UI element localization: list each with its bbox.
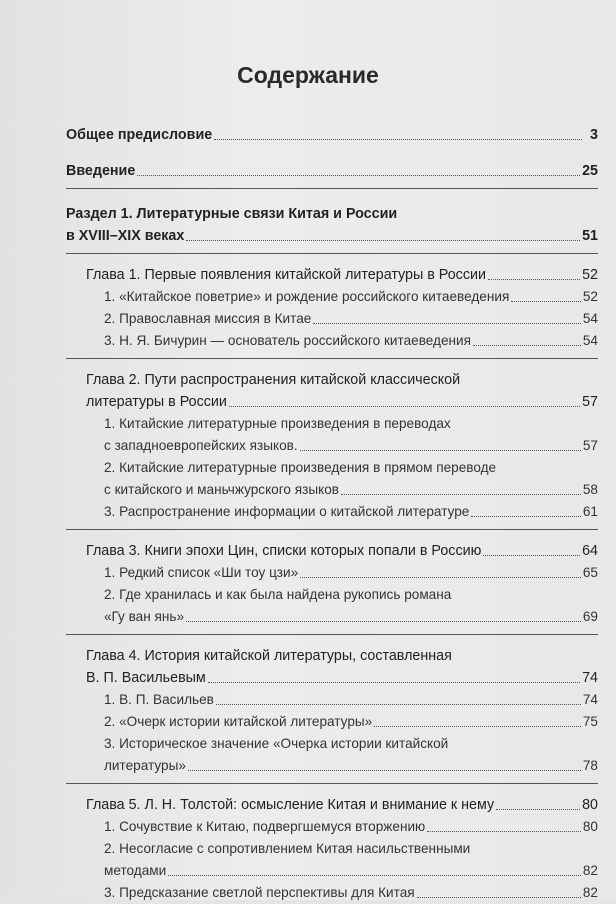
leader-dots xyxy=(300,450,581,451)
toc-entry-label: Введение xyxy=(66,163,136,179)
toc-entry xyxy=(66,124,598,146)
toc-entry xyxy=(66,369,598,413)
toc-entry xyxy=(66,882,598,904)
leader-dots xyxy=(188,770,581,771)
toc-page-number: 54 xyxy=(582,333,598,348)
toc-page-number: 69 xyxy=(582,609,598,624)
leader-dots xyxy=(496,809,580,810)
toc-page-number: 65 xyxy=(582,565,598,580)
leader-dots xyxy=(137,175,580,176)
leader-dots xyxy=(374,726,581,727)
toc-entry-label: Глава 3. Книги эпохи Цин, списки которых попали в Россию xyxy=(86,543,482,559)
toc-entry-label: 2. Китайские литературные произведения в прямом переводе xyxy=(104,460,497,475)
toc-entry xyxy=(66,816,598,838)
toc-entry-label: Глава 1. Первые появления китайской литературы в России xyxy=(86,267,486,283)
leader-dots xyxy=(229,406,580,407)
toc-entry-label: 1. Сочувствие к Китаю, подвергшемуся вторжению xyxy=(104,819,426,834)
toc-page-number: 61 xyxy=(582,504,598,519)
toc-page-number: 75 xyxy=(582,714,598,729)
page-title: Содержание xyxy=(237,62,379,88)
toc-page-number: 78 xyxy=(582,758,598,773)
toc-page-number: 54 xyxy=(582,311,598,326)
toc-entry xyxy=(66,562,598,584)
toc-entry xyxy=(66,733,598,777)
toc-entry-label: литературы» xyxy=(104,758,186,773)
leader-dots xyxy=(216,704,581,705)
toc-page-number: 74 xyxy=(582,670,598,686)
toc-page-number: 25 xyxy=(582,163,598,179)
toc-entry-label: 3. Распространение информации о китайской литературе xyxy=(104,504,470,519)
toc-page-number: 57 xyxy=(582,394,598,410)
leader-dots xyxy=(483,555,580,556)
leader-dots xyxy=(473,345,581,346)
toc-entry-label: Общее предисловие xyxy=(66,127,213,143)
toc-entry-label: Раздел 1. Литературные связи Китая и России xyxy=(66,206,398,222)
leader-dots xyxy=(300,577,581,578)
toc-entry xyxy=(66,645,598,689)
toc-page-number: 57 xyxy=(582,438,598,453)
toc-page-number: 82 xyxy=(582,863,598,878)
toc-entry-label: с китайского и маньчжурского языков xyxy=(104,482,339,497)
toc-entry xyxy=(66,160,598,182)
leader-dots xyxy=(313,323,581,324)
toc-entry-label: в XVIII–XIX веках xyxy=(66,228,185,244)
toc-entry-label: методами xyxy=(104,863,167,878)
leader-dots xyxy=(168,875,581,876)
toc-entry-label: с западноевропейских языков. xyxy=(104,438,298,453)
toc-page-number: 3 xyxy=(590,127,598,143)
toc-entry-label: Глава 2. Пути распространения китайской классической xyxy=(86,372,461,388)
toc-entry-label: 2. Несогласие с сопротивлением Китая насильственными xyxy=(104,841,471,856)
toc-entry xyxy=(66,711,598,733)
toc-entry xyxy=(66,308,598,330)
leader-dots xyxy=(488,279,580,280)
toc-page-number: 52 xyxy=(582,289,598,304)
toc-entry xyxy=(66,413,598,457)
toc-page-number: 80 xyxy=(582,819,598,834)
toc-entry-label: 1. Китайские литературные произведения в переводах xyxy=(104,416,451,431)
toc-page-number: 52 xyxy=(582,267,598,283)
toc-entry xyxy=(66,838,598,882)
toc-entry-label: Глава 4. История китайской литературы, составленная xyxy=(86,648,452,664)
toc-entry-label: 2. «Очерк истории китайской литературы» xyxy=(104,714,373,729)
toc-entry xyxy=(66,286,598,308)
leader-dots xyxy=(186,240,580,241)
toc-page-number: 58 xyxy=(582,482,598,497)
toc-entry-label: Глава 5. Л. Н. Толстой: осмысление Китая и внимание к нему xyxy=(86,797,495,813)
toc-entry-label: 3. Историческое значение «Очерка истории китайской xyxy=(104,736,449,751)
toc-entry xyxy=(66,330,598,352)
toc-entry xyxy=(66,457,598,501)
toc-page-number: 80 xyxy=(582,797,598,813)
leader-dots xyxy=(417,897,581,898)
toc-page-number: 82 xyxy=(582,885,598,900)
leader-dots xyxy=(208,682,580,683)
toc-entry xyxy=(66,584,598,628)
toc-entry-label: «Гу ван янь» xyxy=(104,609,185,624)
leader-dots xyxy=(427,831,581,832)
toc-page-number: 74 xyxy=(582,692,598,707)
toc-entry-label: 2. Православная миссия в Китае xyxy=(104,311,312,326)
toc-page-number: 64 xyxy=(582,543,598,559)
leader-dots xyxy=(511,301,581,302)
toc-entry xyxy=(66,540,598,562)
toc-entry xyxy=(66,501,598,523)
toc-entry-label: 3. Предсказание светлой перспективы для Китая xyxy=(104,885,415,900)
toc-page-number: 51 xyxy=(582,228,598,244)
leader-dots xyxy=(341,494,581,495)
leader-dots xyxy=(214,139,582,140)
toc-entry-label: 3. Н. Я. Бичурин — основатель российского китаеведения xyxy=(104,333,472,348)
leader-dots xyxy=(186,621,581,622)
toc-entry-label: В. П. Васильевым xyxy=(86,670,206,686)
toc-entry-label: литературы в России xyxy=(86,394,227,410)
toc-entry-label: 1. «Китайское поветрие» и рождение российского китаеведения xyxy=(104,289,510,304)
toc-entry-label: 2. Где хранилась и как была найдена рукопись романа xyxy=(104,587,452,602)
toc-entry-label: 1. Редкий список «Ши тоу цзи» xyxy=(104,565,299,580)
toc-entry xyxy=(66,203,598,247)
leader-dots xyxy=(471,516,581,517)
toc-entry xyxy=(66,689,598,711)
toc-entry xyxy=(66,264,598,286)
table-of-contents xyxy=(66,118,598,904)
toc-entry-label: 1. В. П. Васильев xyxy=(104,692,214,707)
toc-entry xyxy=(66,794,598,816)
